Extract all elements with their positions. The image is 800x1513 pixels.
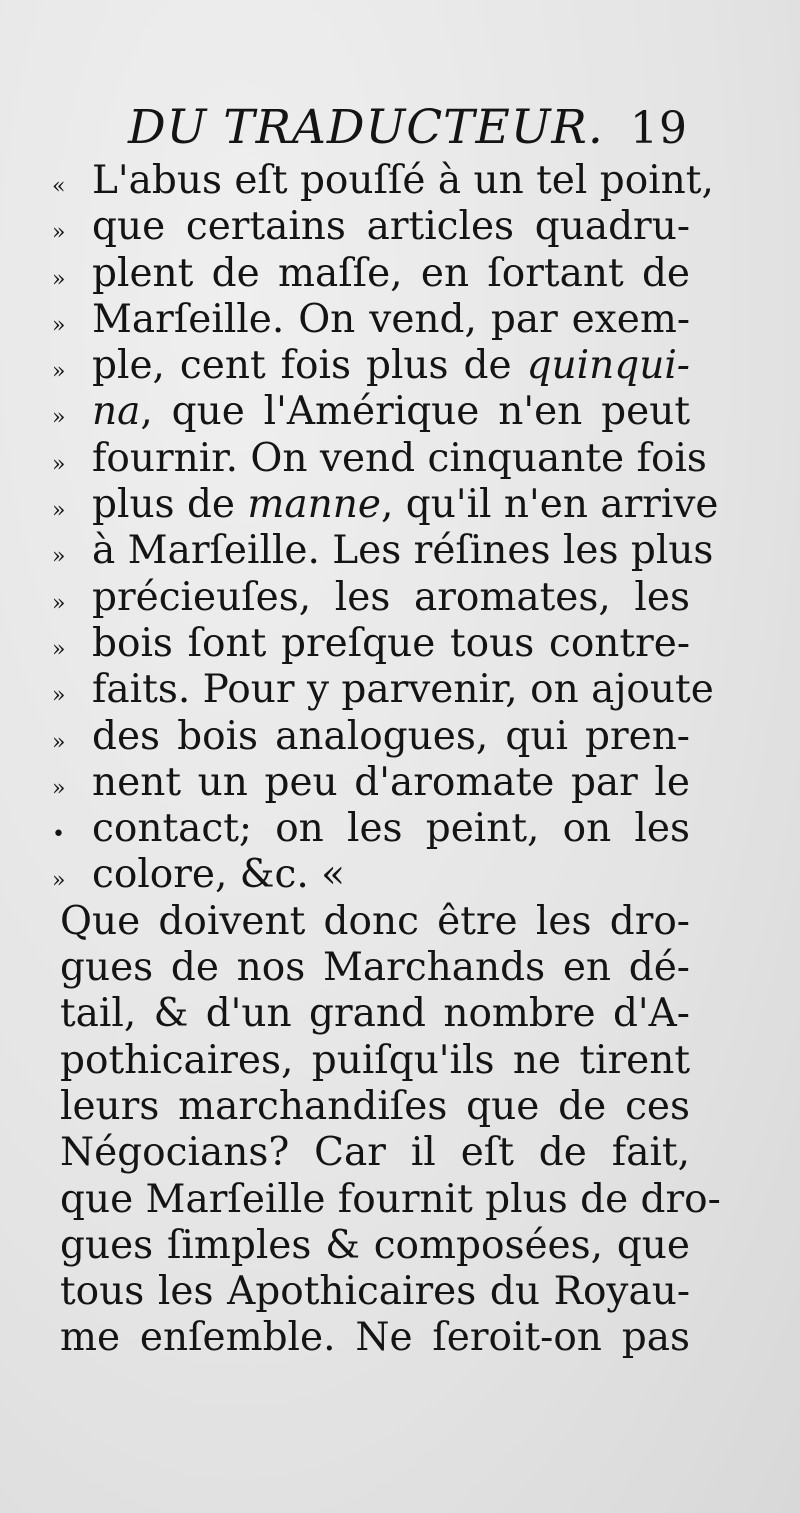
line-segment: contact; on les peint, on les <box>92 806 690 852</box>
quoted-text-line <box>50 389 690 435</box>
quote-mark: » <box>52 359 66 385</box>
quote-mark: » <box>52 544 66 570</box>
paragraph-line <box>50 1223 690 1269</box>
quote-mark: » <box>52 220 66 246</box>
line-text: gues de nos Marchands en dé- <box>60 945 690 991</box>
running-title: DU TRADUCTEUR. <box>128 100 604 155</box>
line-text <box>92 204 690 250</box>
italic-term: manne <box>247 482 381 528</box>
line-segment: L'abus eſt pouſſé à un tel point, <box>92 158 714 203</box>
line-text <box>92 714 690 760</box>
line-text: leurs marchandiſes que de ces <box>60 1083 690 1129</box>
quoted-text-line <box>50 760 690 806</box>
line-text <box>92 343 690 389</box>
body-text <box>50 158 721 1362</box>
line-text: tail, & d'un grand nombre d'A- <box>60 991 690 1037</box>
line-segment: plent de maſſe, en ſortant de <box>92 250 690 296</box>
line-segment: bois ſont preſque tous contre- <box>92 620 690 666</box>
quote-mark: » <box>52 405 66 431</box>
quoted-text-line <box>50 251 690 297</box>
line-segment: colore, &c. « <box>92 852 346 898</box>
line-text: me enſemble. Ne ſeroit-on pas <box>60 1315 690 1361</box>
line-segment: à Marſeille. Les réſines les plus <box>92 528 714 574</box>
quoted-text-line <box>50 297 690 343</box>
line-segment: faits. Pour y parvenir, on ajoute <box>92 667 714 713</box>
quote-mark: » <box>52 636 66 662</box>
line-text <box>92 158 714 204</box>
line-text <box>92 251 690 297</box>
line-segment: que certains articles quadru- <box>92 204 690 250</box>
paragraph-line <box>50 899 690 945</box>
paragraph-line <box>50 1130 690 1176</box>
line-segment: plus de <box>92 482 248 528</box>
quote-mark: » <box>52 451 66 477</box>
line-text <box>92 667 714 713</box>
quote-mark: » <box>52 683 66 709</box>
italic-term: na <box>92 389 141 435</box>
quoted-text-line <box>50 528 714 574</box>
line-segment: fournir. On vend cinquante fois <box>92 435 707 481</box>
line-text: pothicaires, puiſqu'ils ne tirent <box>60 1037 690 1083</box>
quote-mark: » <box>52 498 66 524</box>
line-text <box>92 760 690 806</box>
line-segment: , qu'il n'en arrive <box>380 482 719 528</box>
paragraph-line <box>50 1084 690 1130</box>
quoted-text-line <box>50 806 690 852</box>
line-segment: des bois analogues, qui pren- <box>92 713 690 759</box>
line-segment: ple, cent fois plus de <box>92 343 527 389</box>
quoted-text-line <box>50 435 707 482</box>
paragraph-line <box>50 945 690 991</box>
line-text <box>92 297 690 343</box>
line-text <box>92 482 718 528</box>
line-segment: précieuſes, les aromates, les <box>92 574 690 620</box>
line-text <box>92 436 707 482</box>
quoted-text-line <box>50 204 690 250</box>
line-text <box>92 575 690 621</box>
paragraph-line <box>50 1315 690 1361</box>
quote-mark: « <box>52 174 66 199</box>
line-text <box>92 852 690 898</box>
line-text: gues ſimples & composées, que <box>60 1222 690 1268</box>
line-text: que Marſeille fournit plus de dro- <box>60 1176 721 1222</box>
line-segment: Marſeille. On vend, par exem- <box>92 296 690 342</box>
quoted-text-line <box>50 343 690 389</box>
line-text: tous les Apothicaires du Royau- <box>60 1269 690 1315</box>
quoted-text-line <box>50 575 690 621</box>
line-text <box>92 389 690 435</box>
line-segment: nent un peu d'aromate par le <box>92 759 690 805</box>
line-text <box>92 806 690 852</box>
quoted-text-line <box>50 621 690 667</box>
paragraph-line <box>50 1038 690 1084</box>
italic-term: quinqui- <box>526 343 690 389</box>
line-text: Que doivent donc être les dro- <box>60 898 690 944</box>
page-number: 19 <box>630 103 688 154</box>
quote-mark: • <box>52 822 65 848</box>
line-segment: , que l'Amérique n'en peut <box>140 389 690 435</box>
quote-mark: » <box>52 868 66 894</box>
quote-mark: » <box>52 590 66 616</box>
paragraph-line <box>50 1269 690 1315</box>
quote-mark: » <box>52 266 66 292</box>
line-text: Négocians? Car il eſt de fait, <box>60 1130 690 1176</box>
quoted-text-line <box>50 482 719 528</box>
line-text <box>92 621 690 667</box>
quoted-text-line <box>50 158 714 204</box>
quoted-text-line <box>50 852 690 898</box>
quoted-text-line <box>50 667 714 713</box>
quote-mark: » <box>52 775 66 801</box>
quote-mark: » <box>52 312 66 338</box>
paragraph-line <box>50 991 690 1037</box>
quote-mark: » <box>52 729 66 755</box>
running-header <box>128 100 688 155</box>
quoted-text-line <box>50 714 690 760</box>
paragraph-line <box>50 1176 721 1223</box>
line-text <box>92 528 713 574</box>
